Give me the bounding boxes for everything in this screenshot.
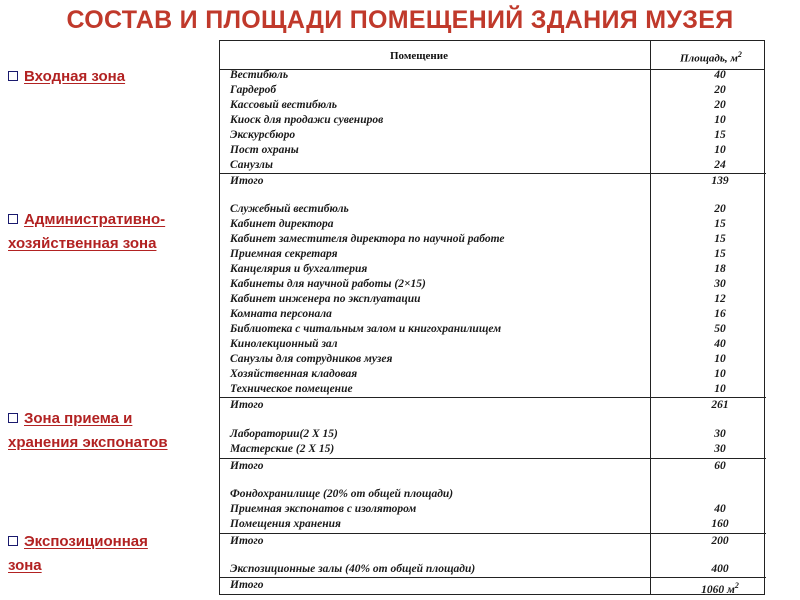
table-row [220, 337, 766, 352]
page-title: СОСТАВ И ПЛОЩАДИ ПОМЕЩЕНИЙ ЗДАНИЯ МУЗЕЯ [66, 6, 734, 34]
room-name: Экспозиционные залы (40% от общей площади) [230, 563, 476, 575]
table-row [220, 202, 766, 217]
table-row [220, 247, 766, 262]
table-row [220, 322, 766, 337]
room-area [695, 352, 745, 367]
zone-label-entrance [8, 65, 213, 89]
room-area-value: 12 [714, 293, 726, 305]
room-area-value: 10 [714, 114, 726, 126]
room-area-value: 400 [711, 563, 729, 575]
room-area-value: 30 [714, 428, 726, 440]
room-area-value: 10 [714, 353, 726, 365]
checkbox-bullet-icon [8, 413, 18, 423]
table-header [220, 41, 764, 70]
table-row [220, 502, 766, 517]
room-area [695, 502, 745, 517]
room-area [695, 578, 745, 598]
room-area [695, 262, 745, 277]
room-area [695, 459, 745, 474]
zone-label-text: Входная зона [24, 68, 126, 85]
room-area-value: 160 [711, 518, 729, 530]
room-area-value: 20 [714, 203, 726, 215]
table-row [220, 98, 766, 113]
checkbox-bullet-icon [8, 536, 18, 546]
room-area-value: 30 [714, 443, 726, 455]
room-name: Приемная экспонатов с изолятором [230, 503, 417, 515]
room-area-value: 15 [714, 218, 726, 230]
table-total-row [220, 458, 766, 474]
table-row [220, 262, 766, 277]
room-name: Итого [230, 460, 264, 472]
room-area-value: 20 [714, 99, 726, 111]
room-name: Итого [230, 579, 264, 591]
zone-label-administrative [8, 208, 213, 256]
room-area [695, 232, 745, 247]
zone-label-text: Административно- [24, 211, 166, 228]
room-area-value: 15 [714, 129, 726, 141]
table-row [220, 128, 766, 143]
room-area [695, 143, 745, 158]
table-total-row [220, 577, 766, 596]
room-area [695, 562, 745, 577]
room-area [695, 217, 745, 232]
table-row [220, 562, 766, 577]
header-area-text: Площадь, м [680, 52, 738, 65]
room-area-value: 139 [711, 175, 729, 187]
room-name: Экскурсбюро [230, 129, 296, 141]
table-row [220, 487, 766, 502]
room-area [695, 337, 745, 352]
room-name: Мастерские (2 Х 15) [230, 443, 335, 455]
room-area-value: 30 [714, 278, 726, 290]
room-area [695, 277, 745, 292]
room-name: Комната персонала [230, 308, 332, 320]
room-area [695, 398, 745, 413]
table-total-row [220, 397, 766, 413]
header-room: Помещение [390, 50, 448, 62]
header-area [680, 50, 742, 65]
room-area-value: 18 [714, 263, 726, 275]
zone-label-text: хранения экспонатов [8, 434, 168, 451]
room-area [695, 517, 745, 532]
room-area [695, 367, 745, 382]
room-area [695, 442, 745, 457]
table-row [220, 113, 766, 128]
room-area-value: 15 [714, 233, 726, 245]
room-area [695, 128, 745, 143]
table-row [220, 352, 766, 367]
room-area-value: 16 [714, 308, 726, 320]
room-name: Лаборатории(2 Х 15) [230, 428, 338, 440]
room-name: Техническое помещение [230, 383, 353, 395]
room-area [695, 534, 745, 549]
room-name: Кабинеты для научной работы (2×15) [230, 278, 426, 290]
zone-label-text: Зона приема и [24, 410, 133, 427]
room-name: Кабинет инженера по эксплуатации [230, 293, 421, 305]
room-name: Итого [230, 399, 264, 411]
room-area [695, 247, 745, 262]
room-area [695, 68, 745, 83]
room-name: Санузлы [230, 159, 273, 171]
room-area [695, 322, 745, 337]
room-name: Хозяйственная кладовая [230, 368, 358, 380]
room-name: Пост охраны [230, 144, 299, 156]
room-area-value: 10 [714, 144, 726, 156]
room-area [695, 307, 745, 322]
zone-label-text: Экспозиционная [24, 533, 148, 550]
room-area [695, 98, 745, 113]
room-area [695, 292, 745, 307]
room-area-value: 10 [714, 383, 726, 395]
room-area-value: 40 [714, 338, 726, 350]
zone-label-text: хозяйственная зона [8, 235, 157, 252]
table-row [220, 427, 766, 442]
room-area-value: 200 [711, 535, 729, 547]
table-row [220, 307, 766, 322]
table-row [220, 517, 766, 532]
zone-label-storage [8, 407, 213, 455]
room-area-value: 261 [711, 399, 729, 411]
room-area-value: 10 [714, 368, 726, 380]
room-name: Итого [230, 175, 264, 187]
room-name: Гардероб [230, 84, 277, 96]
table-row [220, 232, 766, 247]
room-name: Итого [230, 535, 264, 547]
room-name: Фондохранилище (20% от общей площади) [230, 488, 454, 500]
room-area-sup: 2 [734, 581, 739, 590]
room-area [695, 158, 745, 173]
room-area [695, 113, 745, 128]
room-area [695, 202, 745, 217]
room-name: Кинолекционный зал [230, 338, 338, 350]
zone-label-exhibition [8, 530, 213, 578]
room-area-value: 24 [714, 159, 726, 171]
room-area-value: 20 [714, 84, 726, 96]
table-row [220, 292, 766, 307]
header-area-sup: 2 [737, 50, 742, 59]
room-area [695, 382, 745, 397]
room-area [695, 83, 745, 98]
room-name: Служебный вестибюль [230, 203, 349, 215]
room-area-value: 1060 м [701, 583, 735, 596]
table-row [220, 83, 766, 98]
table-row [220, 367, 766, 382]
table-total-row [220, 533, 766, 549]
room-name: Киоск для продажи сувениров [230, 114, 384, 126]
table-row [220, 277, 766, 292]
room-name: Канцелярия и бухгалтерия [230, 263, 368, 275]
room-name: Приемная секретаря [230, 248, 338, 260]
table-total-row [220, 173, 766, 189]
room-name: Помещения хранения [230, 518, 341, 530]
table-row [220, 158, 766, 173]
room-area [695, 427, 745, 442]
table-row [220, 143, 766, 158]
room-name: Санузлы для сотрудников музея [230, 353, 393, 365]
rooms-table [219, 40, 765, 595]
room-name: Кабинет директора [230, 218, 334, 230]
room-area-value: 15 [714, 248, 726, 260]
table-row [220, 217, 766, 232]
room-name: Библиотека с читальным залом и книгохранилищем [230, 323, 502, 335]
table-row [220, 442, 766, 457]
room-name: Кассовый вестибюль [230, 99, 338, 111]
room-area-value: 40 [714, 69, 726, 81]
table-row [220, 382, 766, 397]
room-area [695, 174, 745, 189]
room-name: Вестибюль [230, 69, 289, 81]
room-area-value: 50 [714, 323, 726, 335]
room-name: Кабинет заместителя директора по научной работе [230, 233, 505, 245]
table-row [220, 68, 766, 83]
checkbox-bullet-icon [8, 71, 18, 81]
room-area-value: 40 [714, 503, 726, 515]
zone-label-text: зона [8, 557, 42, 574]
room-area-value: 60 [714, 460, 726, 472]
checkbox-bullet-icon [8, 214, 18, 224]
